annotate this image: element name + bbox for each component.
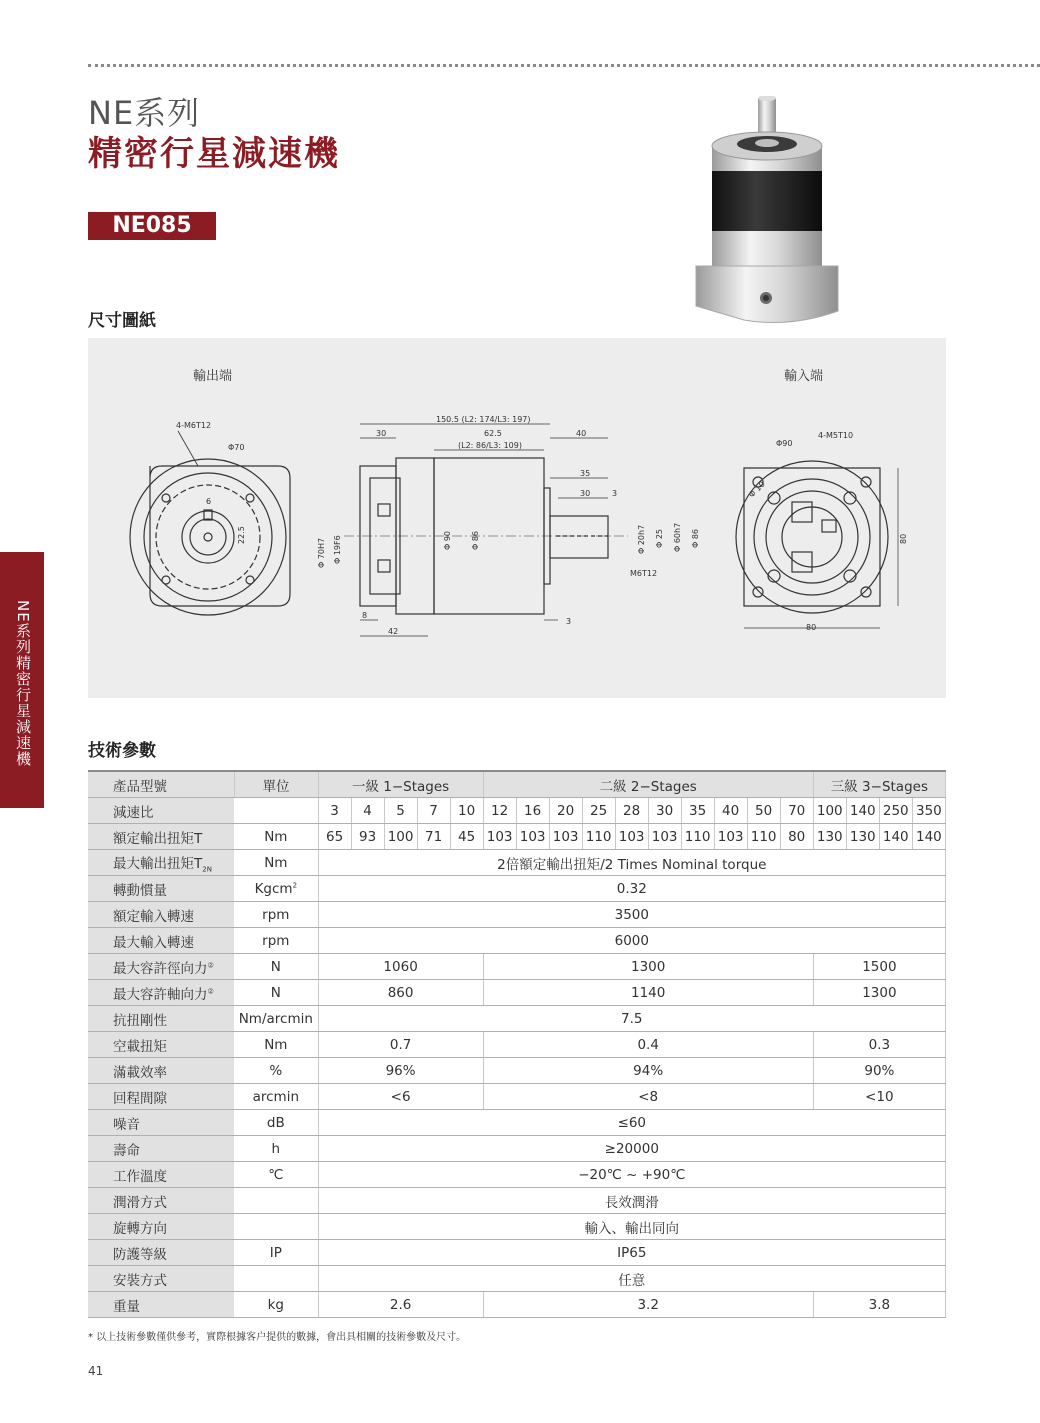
row-label: 潤滑方式	[88, 1188, 234, 1214]
row-label: 額定輸出扭矩T	[88, 824, 234, 850]
table-row-protection	[88, 1240, 946, 1266]
table-row-temp	[88, 1162, 946, 1188]
table-row-ratio	[88, 798, 946, 824]
len-62-sub-dim: (L2: 86/L3: 109)	[458, 441, 522, 450]
row-unit	[234, 1214, 318, 1240]
output-end-view	[130, 459, 290, 615]
row-label: 抗扭剛性	[88, 1006, 234, 1032]
row-unit: rpm	[234, 902, 318, 928]
stage3-value: 0.3	[813, 1032, 945, 1058]
stage3-value: 1500	[813, 954, 945, 980]
in-pcd-dim: Φ90	[776, 439, 793, 448]
d90-dim: Φ 90	[443, 530, 452, 550]
row-unit: dB	[234, 1110, 318, 1136]
row-value: IP65	[318, 1240, 945, 1266]
row-value: −20℃ ~ +90℃	[318, 1162, 945, 1188]
spec-section-title: 技術參數	[88, 741, 156, 761]
table-row-rotation	[88, 1214, 946, 1240]
black-band	[712, 171, 822, 231]
d86-dim: Φ 86	[471, 530, 480, 550]
ratio-cell: 4	[351, 798, 384, 824]
torque-cell: 110	[747, 824, 780, 850]
dimension-drawing-svg	[88, 338, 946, 698]
row-unit	[234, 1188, 318, 1214]
stage2-value: 0.4	[483, 1032, 813, 1058]
side-view	[344, 458, 628, 614]
ratio-cell: 12	[483, 798, 516, 824]
len-8-dim: 8	[362, 611, 368, 620]
header-stage3: 三級 3−Stages	[813, 771, 945, 798]
row-label: 安裝方式	[88, 1266, 234, 1292]
row-value: 2倍額定輸出扭矩/2 Times Nominal torque	[318, 850, 945, 876]
torque-cell: 140	[912, 824, 945, 850]
in-80-horizontal-dim: 80	[806, 623, 817, 632]
stage2-value: 1300	[483, 954, 813, 980]
row-unit: rpm	[234, 928, 318, 954]
table-row-noise	[88, 1110, 946, 1136]
len-30b-dim: 30	[580, 489, 591, 498]
model-badge: NE085	[88, 212, 216, 240]
stage2-value: 3.2	[483, 1292, 813, 1318]
torque-cell: 130	[846, 824, 879, 850]
stage2-value: 94%	[483, 1058, 813, 1084]
spec-table	[88, 770, 946, 1318]
table-row-axial-force	[88, 980, 946, 1006]
row-label: 最大容許徑向力②	[88, 954, 234, 980]
row-label: 防護等級	[88, 1240, 234, 1266]
stage1-value: 2.6	[318, 1292, 483, 1318]
torque-cell: 103	[516, 824, 549, 850]
d20-dim: Φ 20h7	[637, 524, 646, 554]
ratio-cell: 350	[912, 798, 945, 824]
stage3-value: 90%	[813, 1058, 945, 1084]
d86b-dim: Φ 86	[691, 528, 700, 548]
ratio-cell: 7	[417, 798, 450, 824]
row-value: 任意	[318, 1266, 945, 1292]
d60-dim: Φ 60h7	[673, 522, 682, 552]
table-row-inertia	[88, 876, 946, 902]
m6-dim: M6T12	[630, 569, 658, 578]
d19-dim: Φ 19F6	[333, 535, 342, 564]
row-label: 旋轉方向	[88, 1214, 234, 1240]
stage2-value: <8	[483, 1084, 813, 1110]
ratio-cell: 250	[879, 798, 912, 824]
table-row-radial-force	[88, 954, 946, 980]
table-row-backlash	[88, 1084, 946, 1110]
row-unit	[234, 798, 318, 824]
len-42-dim: 42	[388, 627, 399, 636]
ratio-cell: 25	[582, 798, 615, 824]
table-row-weight	[88, 1292, 946, 1318]
input-end-label: 輸入端	[784, 369, 824, 384]
side-view-dimension-lines	[360, 424, 608, 636]
header-stage2: 二級 2−Stages	[483, 771, 813, 798]
ratio-cell: 70	[780, 798, 813, 824]
row-label: 額定輸入轉速	[88, 902, 234, 928]
out-key-dim: 6	[206, 497, 212, 506]
len-3b-dim: 3	[566, 617, 572, 626]
torque-cell: 130	[813, 824, 846, 850]
stage1-value: 96%	[318, 1058, 483, 1084]
torque-cell: 103	[714, 824, 747, 850]
row-unit: Kgcm$^2$	[234, 876, 318, 902]
output-end-label: 輸出端	[193, 369, 233, 384]
row-value: 6000	[318, 928, 945, 954]
footnote: * 以上技術參數僅供參考，實際根據客户提供的數據，會出具相關的技術參數及尺寸。	[88, 1332, 467, 1343]
dimension-drawing	[88, 338, 946, 698]
row-label: 工作溫度	[88, 1162, 234, 1188]
row-label: 回程間隙	[88, 1084, 234, 1110]
ratio-cell: 10	[450, 798, 483, 824]
row-label: 轉動慣量	[88, 876, 234, 902]
table-row-max-speed	[88, 928, 946, 954]
torque-cell: 103	[549, 824, 582, 850]
page-number: 41	[88, 1364, 104, 1378]
ratio-cell: 35	[681, 798, 714, 824]
ratio-cell: 28	[615, 798, 648, 824]
row-value: 長效潤滑	[318, 1188, 945, 1214]
product-title: 精密行星減速機	[88, 134, 340, 174]
row-value: ≤60	[318, 1110, 945, 1136]
row-value: 7.5	[318, 1006, 945, 1032]
torque-cell: 103	[483, 824, 516, 850]
row-unit: N	[234, 954, 318, 980]
row-label: 減速比	[88, 798, 234, 824]
row-label: 噪音	[88, 1110, 234, 1136]
torque-cell: 45	[450, 824, 483, 850]
stage1-value: 860	[318, 980, 483, 1006]
row-unit: %	[234, 1058, 318, 1084]
series-title: NE系列	[88, 94, 201, 132]
ratio-cell: 5	[384, 798, 417, 824]
row-unit: N	[234, 980, 318, 1006]
row-unit: kg	[234, 1292, 318, 1318]
header-stage1: 一級 1−Stages	[318, 771, 483, 798]
row-value: ≥20000	[318, 1136, 945, 1162]
ratio-cell: 30	[648, 798, 681, 824]
in-80-vertical-dim: 80	[899, 533, 908, 544]
row-unit: h	[234, 1136, 318, 1162]
row-unit: Nm/arcmin	[234, 1006, 318, 1032]
row-value: 輸入、輸出同向	[318, 1214, 945, 1240]
table-row-mounting	[88, 1266, 946, 1292]
table-row-life	[88, 1136, 946, 1162]
row-unit	[234, 1266, 318, 1292]
table-header-row	[88, 771, 946, 798]
total-length-dim: 150.5 (L2: 174/L3: 197)	[436, 415, 531, 424]
ratio-cell: 100	[813, 798, 846, 824]
header-model: 產品型號	[88, 771, 234, 798]
out-shaft-dim: 22.5	[237, 526, 246, 544]
gearbox-product-image	[690, 96, 850, 328]
row-unit: Nm	[234, 1032, 318, 1058]
table-row-stiffness	[88, 1006, 946, 1032]
stage2-value: 1140	[483, 980, 813, 1006]
d70-dim: Φ 70H7	[317, 537, 326, 568]
row-label: 空載扭矩	[88, 1032, 234, 1058]
row-unit: ℃	[234, 1162, 318, 1188]
row-label: 最大輸入轉速	[88, 928, 234, 954]
side-tab: NE系列精密行星減速機	[0, 552, 44, 808]
ratio-cell: 16	[516, 798, 549, 824]
row-unit: IP	[234, 1240, 318, 1266]
len-3-dim: 3	[612, 489, 618, 498]
in-bolts-dim: 4-M5T10	[818, 431, 854, 440]
row-value: 3500	[318, 902, 945, 928]
torque-cell: 103	[648, 824, 681, 850]
row-label: 最大容許軸向力②	[88, 980, 234, 1006]
len-40-dim: 40	[576, 429, 587, 438]
torque-cell: 110	[681, 824, 714, 850]
torque-cell: 110	[582, 824, 615, 850]
stage3-value: 1300	[813, 980, 945, 1006]
out-bolts-dim: 4-M6T12	[176, 421, 212, 430]
row-label: 重量	[88, 1292, 234, 1318]
table-row-efficiency	[88, 1058, 946, 1084]
top-dotted-rule	[88, 64, 1040, 67]
table-row-max-torque	[88, 850, 946, 876]
row-unit: Nm	[234, 824, 318, 850]
torque-cell: 100	[384, 824, 417, 850]
ratio-cell: 3	[318, 798, 351, 824]
row-label: 壽命	[88, 1136, 234, 1162]
ratio-cell: 140	[846, 798, 879, 824]
table-row-rated-torque	[88, 824, 946, 850]
header-unit: 單位	[234, 771, 318, 798]
table-row-rated-speed	[88, 902, 946, 928]
stage1-value: 0.7	[318, 1032, 483, 1058]
torque-cell: 140	[879, 824, 912, 850]
ratio-cell: 40	[714, 798, 747, 824]
torque-cell: 80	[780, 824, 813, 850]
table-row-lubrication	[88, 1188, 946, 1214]
in-hole-dim: Φ 10	[747, 479, 767, 500]
ratio-cell: 50	[747, 798, 780, 824]
d25-dim: Φ 25	[655, 528, 664, 548]
row-value: 0.32	[318, 876, 945, 902]
len-35-dim: 35	[580, 469, 591, 478]
stage1-value: <6	[318, 1084, 483, 1110]
torque-cell: 71	[417, 824, 450, 850]
ratio-cell: 20	[549, 798, 582, 824]
torque-cell: 93	[351, 824, 384, 850]
out-pcd-dim: Φ70	[228, 443, 245, 452]
table-row-noload-torque	[88, 1032, 946, 1058]
stage1-value: 1060	[318, 954, 483, 980]
row-label: 滿載效率	[88, 1058, 234, 1084]
stage3-value: <10	[813, 1084, 945, 1110]
row-unit: arcmin	[234, 1084, 318, 1110]
row-unit: Nm	[234, 850, 318, 876]
drawing-section-title: 尺寸圖紙	[88, 311, 156, 331]
len-30-dim: 30	[376, 429, 387, 438]
torque-cell: 103	[615, 824, 648, 850]
torque-cell: 65	[318, 824, 351, 850]
stage3-value: 3.8	[813, 1292, 945, 1318]
len-62-dim: 62.5	[484, 429, 502, 438]
row-label: 最大輸出扭矩$T_{2N}$	[88, 850, 234, 876]
